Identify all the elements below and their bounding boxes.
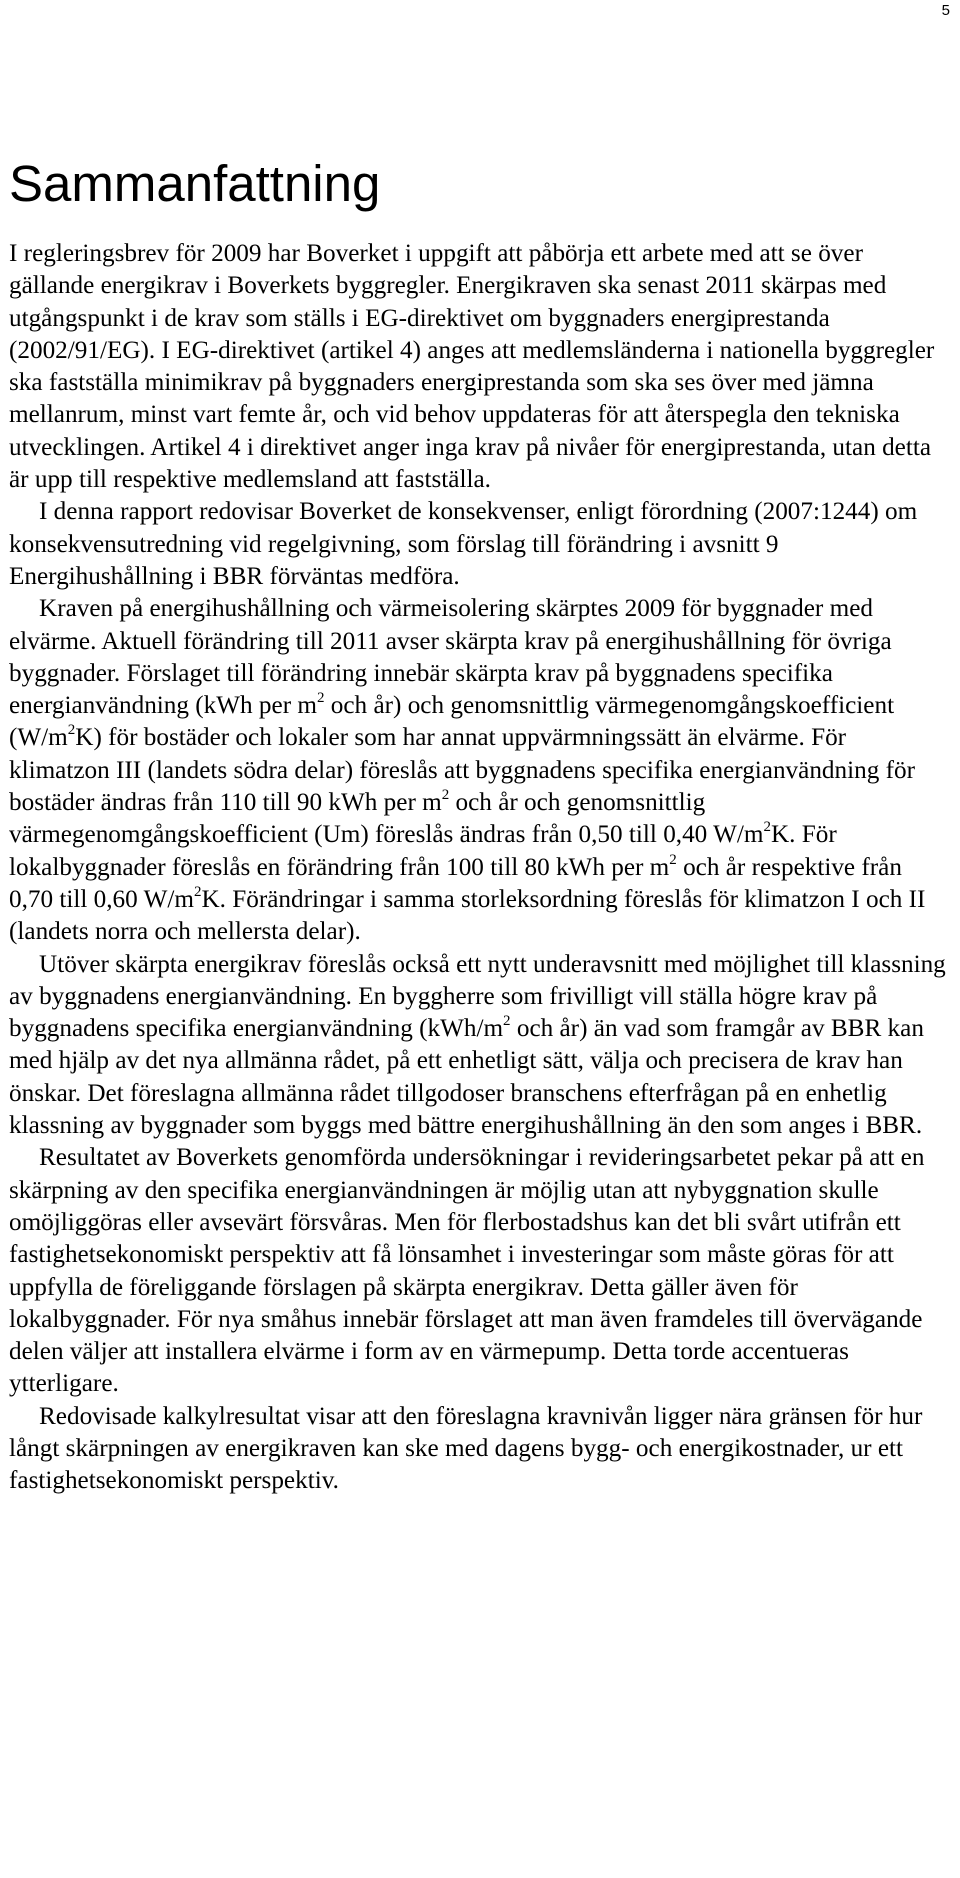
superscript: 2	[763, 819, 771, 836]
paragraph-text: Redovisade kalkylresultat visar att den föreslagna kravnivån ligger nära gränsen för hur långt skärpningen av energikraven kan ske med dagens bygg- och energikostnader, ur ett fastighetsekonomiskt perspektiv.	[9, 1402, 923, 1495]
paragraph-text: och år respektive från 0,70 till 0,60 W/m	[9, 853, 902, 913]
superscript: 2	[316, 690, 325, 707]
paragraph-text: och år och genomsnittlig värmegenomgångskoefficient (Um) föreslås ändras från 0,50 till 0,40 W/m	[9, 789, 764, 849]
paragraph	[9, 238, 949, 496]
paragraph	[9, 496, 949, 593]
document-body	[9, 148, 949, 1498]
page-title: Sammanfattning	[9, 155, 381, 212]
paragraph-text: I denna rapport redovisar Boverket de konsekvenser, enligt förordning (2007:1244) om konsekvensutredning vid regelgivning, som förslag till förändring i avsnitt 9 Energihushållning i BBR förväntas medföra.	[9, 498, 918, 590]
paragraph	[9, 1401, 949, 1498]
page-number: 5	[941, 2, 950, 19]
paragraph-text: K. Förändringar i samma storleksordning föreslås för klimatzon I och II (landets norra och mellersta delar).	[9, 885, 926, 946]
summary-text	[9, 238, 949, 1498]
paragraph-text: Resultatet av Boverkets genomförda undersökningar i revideringsarbetet pekar på att en skärpning av den specifika energianvändningen är möjlig utan att nybyggnation skulle omöjliggöras eller avsevärt försvåras. Men för flerbostadshus kan det bli svårt utifrån ett fastighetsekonomiskt perspektiv att få lönsamhet i investeringar som måste göras för att uppfylla de föreliggande förslagen på skärpta energikrav. Detta gäller även för lokalbyggnader. För nya småhus innebär förslaget att man även framdeles till övervägande delen väljer att installera elvärme i form av en värmepump. Detta torde accentueras ytterligare.	[9, 1144, 925, 1398]
paragraph-text: Kraven på energihushållning och värmeisolering skärptes 2009 för byggnader med elvärme. Aktuell förändring till 2011 avser skärpta krav på energihushållning för övriga byggnader. Förslaget till förändring innebär skärpta krav på byggnadens specifika energianvändning (kWh per m	[9, 595, 892, 720]
paragraph	[9, 949, 949, 1143]
paragraph	[9, 1142, 949, 1400]
paragraph-text: och år) än vad som framgår av BBR kan med hjälp av det nya allmänna rådet, på ett enhetligt sätt, välja och precisera de krav han önskar. Det föreslagna allmänna rådet tillgodoser branschens efterfrågan på en enhetlig klassning av byggnader som byggs med bättre energihushållning än den som anges i BBR.	[9, 1015, 924, 1140]
superscript: 2	[441, 787, 450, 804]
superscript: 2	[503, 1013, 511, 1030]
paragraph-text: och år) och genomsnittlig värmegenomgångskoefficient (W/m	[9, 692, 895, 752]
paragraph-text: K) för bostäder och lokaler som har annat uppvärmningssätt än elvärme. För klimatzon III (landets södra delar) föreslås att byggnadens specifika energianvändning för bostäder ändras från 110 till 90 kWh per m	[9, 724, 915, 817]
paragraph-text: I regleringsbrev för 2009 har Boverket i uppgift att påbörja ett arbete med att se över gällande energikrav i Boverkets byggregler. Energikraven ska senast 2011 skärpas med utgångspunkt i de krav som ställs i EG-direktivet om byggnaders energiprestanda (2002/91/EG). I EG-direktivet (artikel 4) anges att medlemsländerna i nationella byggregler ska fastställa minimikrav på byggnaders energiprestanda som ska ses över med jämna mellanrum, minst vart femte år, och vid behov uppdateras för att återspegla den tekniska utvecklingen. Artikel 4 i direktivet anger inga krav på nivåer för energiprestanda, utan detta är upp till respektive medlemsland att fastställa.	[9, 240, 935, 494]
paragraph	[9, 593, 949, 948]
paragraph-text: Utöver skärpta energikrav föreslås också ett nytt underavsnitt med möjlighet till klassning av byggnadens energianvändning. En byggherre som frivilligt vill ställa högre krav på byggnadens specifika energianvändning (kWh/m	[9, 950, 946, 1043]
superscript: 2	[193, 883, 202, 900]
paragraph-text: K. För lokalbyggnader föreslås en förändring från 100 till 80 kWh per m	[9, 821, 837, 881]
superscript: 2	[67, 722, 76, 739]
superscript: 2	[669, 851, 677, 868]
